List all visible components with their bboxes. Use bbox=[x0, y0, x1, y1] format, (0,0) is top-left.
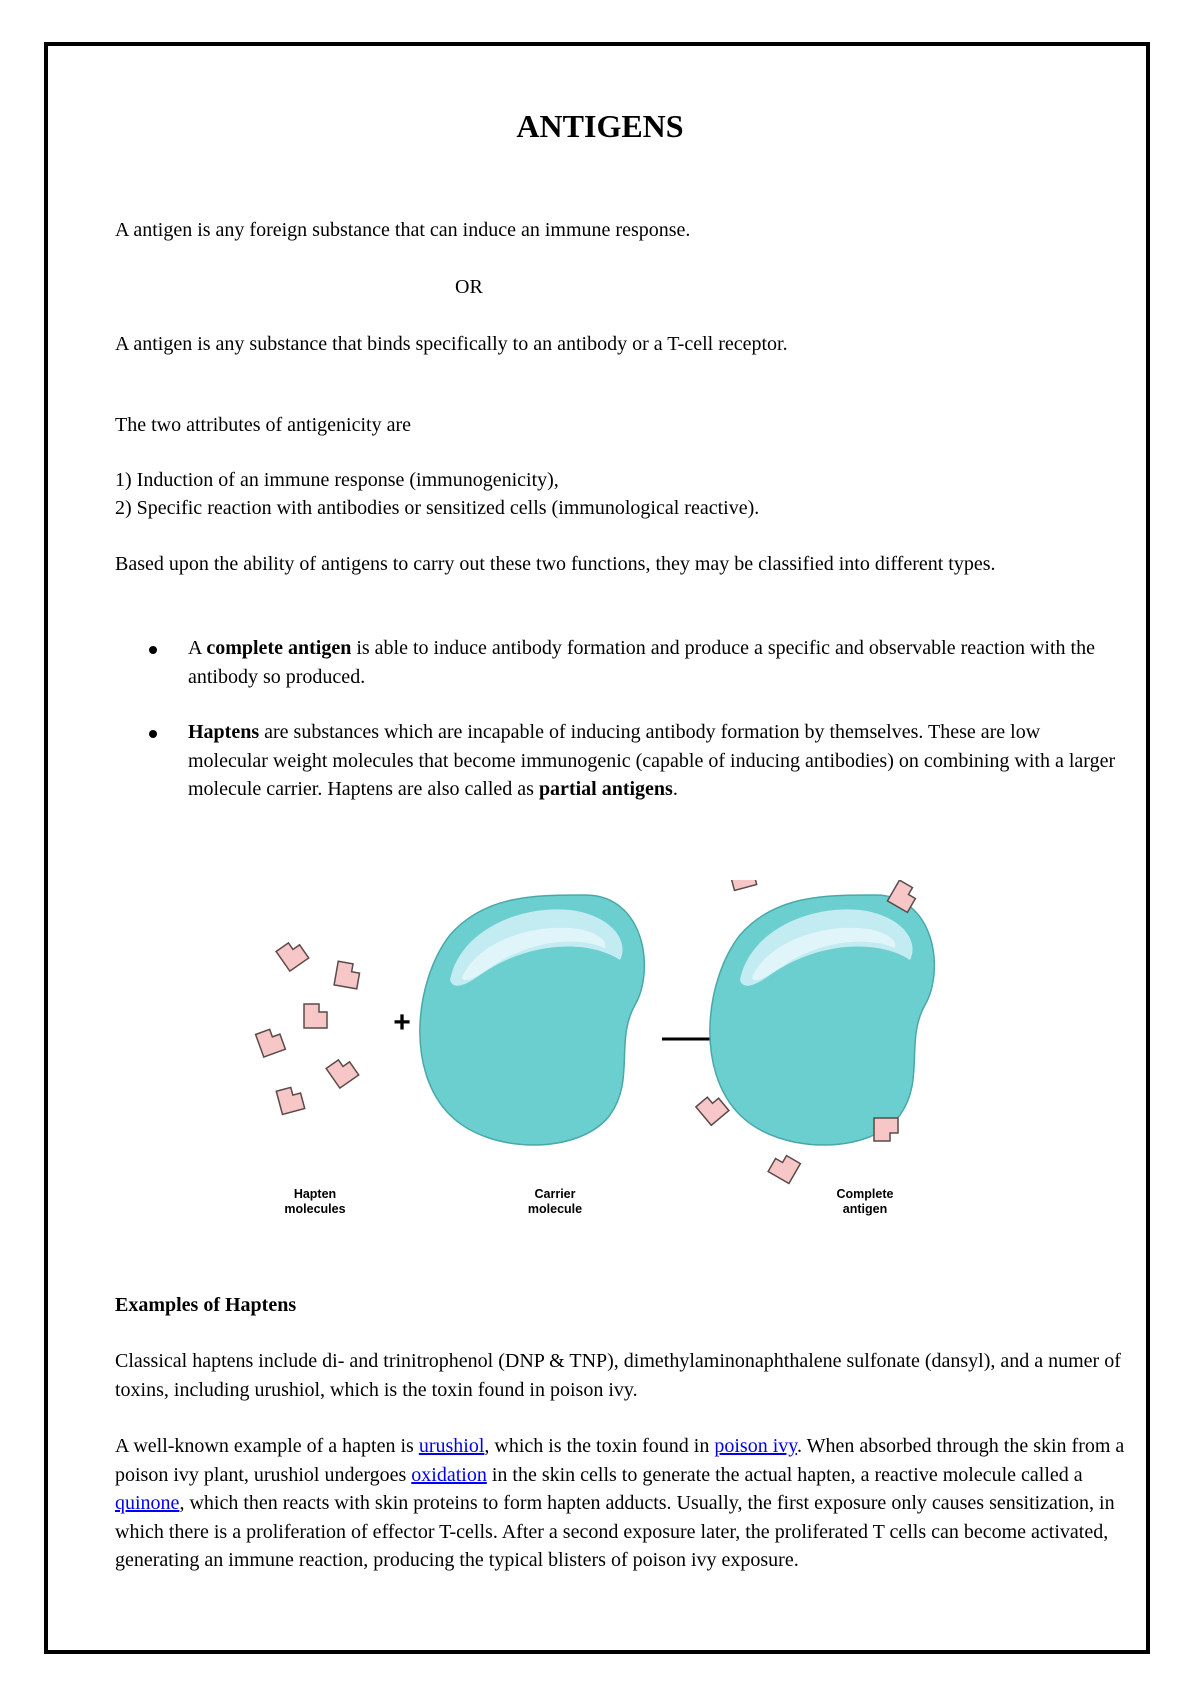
hapten-shape bbox=[276, 938, 309, 971]
hapten-shape bbox=[276, 1085, 304, 1114]
definition-1: A antigen is any foreign substance that can induce an immune response. bbox=[115, 219, 691, 241]
classification-paragraph: Based upon the ability of antigens to carry out these two functions, they may be classified into different types. bbox=[115, 553, 996, 575]
list-item-haptens: Haptens are substances which are incapable of inducing antibody formation by themselves. These are low molecular weight molecules that become immunogenic (capable of inducing antibodies) on combining with a larger molecule carrier. Haptens are also called as partial antigens. bbox=[115, 718, 1125, 804]
attributes-intro: The two attributes of antigenicity are bbox=[115, 414, 412, 436]
bullet-icon bbox=[149, 646, 157, 654]
hapten-shape bbox=[326, 1055, 359, 1088]
bound-hapten-shape bbox=[768, 1152, 800, 1184]
hapten-shape bbox=[256, 1027, 286, 1057]
carrier-label-2: molecule bbox=[527, 1202, 583, 1216]
examples-heading: Examples of Haptens bbox=[115, 1294, 297, 1316]
term-complete-antigen: complete antigen bbox=[206, 637, 352, 659]
complete-antigen-label-2: antigen bbox=[842, 1202, 888, 1216]
or-separator: OR bbox=[455, 276, 483, 298]
bound-hapten-shape bbox=[696, 1092, 729, 1125]
antigen-types-list bbox=[115, 634, 1125, 691]
complete-antigen bbox=[696, 880, 935, 1184]
term-partial-antigens: partial antigens bbox=[538, 778, 673, 800]
link-oxidation[interactable]: oxidation bbox=[411, 1463, 487, 1486]
page-title: ANTIGENS bbox=[516, 108, 684, 144]
examples-paragraph-1: Classical haptens include di- and trinitrophenol (DNP & TNP), dimethylaminonaphthalene sulfonate (dansyl), and a numer of toxins, including urushiol, which is the toxin found in poison ivy. bbox=[115, 1350, 1121, 1401]
hapten-shape bbox=[334, 961, 361, 989]
page-border bbox=[44, 42, 1150, 1654]
hapten-shape bbox=[304, 1004, 327, 1028]
list-item-complete-antigen: A complete antigen is able to induce antibody formation and produce a specific and observable reaction with the antibody so produced. bbox=[115, 634, 1125, 691]
link-quinone[interactable]: quinone bbox=[115, 1492, 180, 1514]
hapten-label-2: molecules bbox=[284, 1202, 346, 1216]
link-urushiol[interactable]: urushiol bbox=[418, 1435, 485, 1457]
attribute-2: 2) Specific reaction with antibodies or sensitized cells (immunological reactive). bbox=[115, 497, 760, 519]
examples-paragraph-2: A well-known example of a hapten is urushiol, which is the toxin found in poison ivy. When absorbed through the skin from a poison ivy plant, urushiol undergoes oxidation in the skin cells to generate the actual hapten, a reactive molecule called a quinone, which then reacts with skin proteins to form hapten adducts. Usually, the first exposure only causes sensitization, in which there is a proliferation of effector T-cells. After a second exposure later, the proliferated T cells can become activated, generating an immune reaction, producing the typical blisters of poison ivy exposure. bbox=[115, 1435, 1125, 1571]
link-poison-ivy[interactable]: poison ivy bbox=[714, 1435, 797, 1457]
bound-hapten-shape bbox=[728, 880, 756, 890]
bullet-icon bbox=[149, 730, 157, 738]
attribute-1: 1) Induction of an immune response (immunogenicity), bbox=[115, 469, 559, 491]
complete-antigen-label: Complete bbox=[836, 1187, 894, 1201]
plus-sign: + bbox=[393, 1006, 411, 1039]
hapten-label: Hapten bbox=[293, 1187, 337, 1201]
antigen-types-list-2 bbox=[115, 718, 1125, 804]
definition-2: A antigen is any substance that binds specifically to an antibody or a T-cell receptor. bbox=[115, 333, 788, 355]
bound-hapten-shape bbox=[874, 1118, 898, 1141]
hapten-carrier-diagram bbox=[250, 880, 1010, 1220]
carrier-molecule bbox=[420, 895, 644, 1145]
hapten-molecules bbox=[256, 938, 361, 1114]
carrier-label: Carrier bbox=[534, 1187, 576, 1201]
term-haptens: Haptens bbox=[188, 721, 260, 743]
